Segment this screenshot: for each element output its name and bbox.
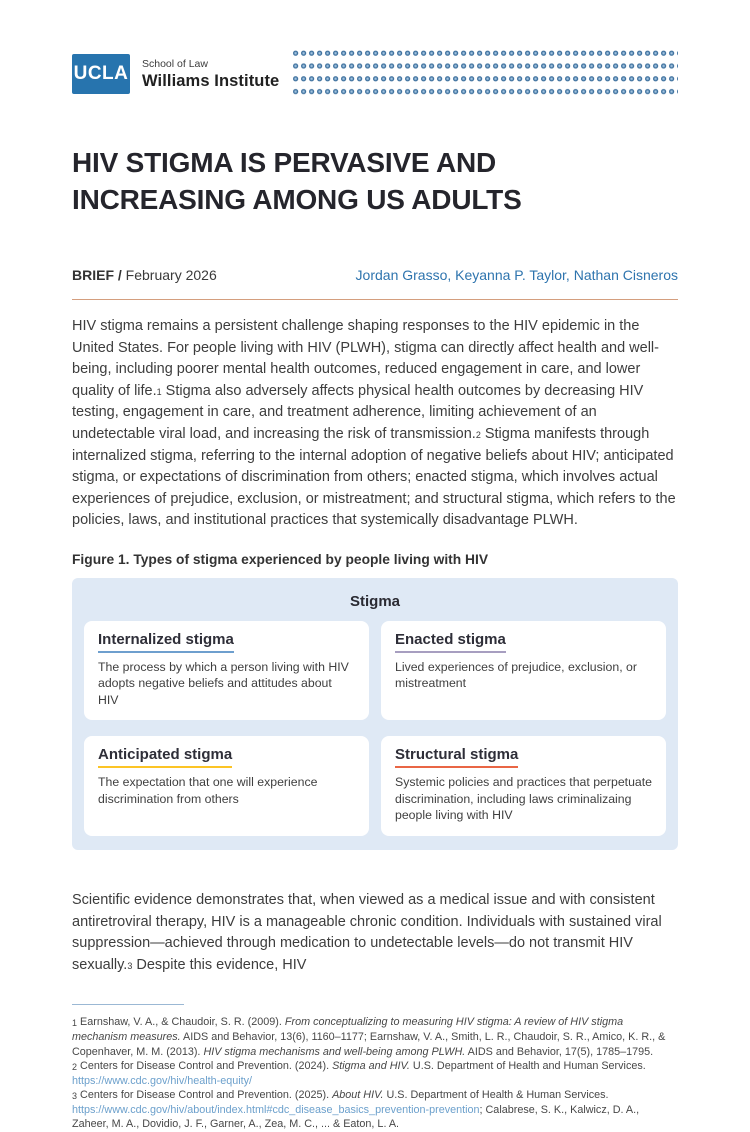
section-divider	[72, 299, 678, 300]
card-anticipated-description: The expectation that one will experience discrimination from others	[98, 775, 318, 806]
footnote-1: $^1$ Earnshaw, V. A., & Chaudoir, S. R. (2009). From conceptualizing to measuring HIV stigma: A review of HIV stigma mechanism measures. AIDS and Behavior, 13(6), 1160–1177; Earnshaw, V. A., Smith, L. R., Chaudoir, S. R., Amico, K. R., & Copenhaver, M. M. (2013). HIV stigma mechanisms and well-being among PLWH. AIDS and Behavior, 17(5), 1785–1795.	[72, 1016, 666, 1058]
figure-stigma-types	[72, 578, 678, 850]
footnote-3: $^3$ Centers for Disease Control and Prevention. (2025). About HIV. U.S. Department of Health & Human Services. https://www.cdc.gov/hiv/about/index.html#cdc_disease_basics_prevention-prevention; Calabrese, S. K., Kalwicz, D. A., Zaheer, M. A., Dovidio, J. F., Garner, A., Zea, M. C., ... & Eaton, L. A.	[72, 1089, 640, 1131]
card-enacted-description: Lived experiences of prejudice, exclusion, or mistreatment	[395, 659, 637, 691]
school-of-law-label: School of Law	[142, 57, 208, 70]
dot-pattern-decoration	[293, 49, 678, 99]
card-internalized-description: The process by which a person living with HIV adopts negative beliefs and attitudes about HIV	[98, 659, 349, 707]
evidence-paragraph: Scientific evidence demonstrates that, when viewed as a medical issue and with consistent antiretroviral therapy, HIV is a manageable chronic condition. Individuals with sustained viral suppression—achieved through medication to undetectable levels—do not transmit HIV sexually.$^3$ Despite this evidence, HIV	[72, 891, 662, 973]
figure-header: Stigma	[349, 592, 400, 610]
figure-card-grid	[84, 621, 666, 836]
card-internalized-title: Internalized stigma	[98, 631, 234, 653]
brief-date-line	[72, 267, 217, 283]
footnote-link[interactable]: https://www.cdc.gov/hiv/about/index.html#cdc_disease_basics_prevention-prevention	[72, 1103, 480, 1116]
ucla-logo-text: UCLA	[73, 63, 129, 84]
meta-row	[72, 267, 678, 283]
card-internalized-stigma	[84, 621, 369, 721]
footnote-divider	[72, 1004, 184, 1005]
card-structural-title: Structural stigma	[395, 746, 518, 768]
card-structural-description: Systemic policies and practices that perpetuate discrimination, including laws criminalizaing people living with HIV	[395, 775, 653, 823]
page-header	[72, 0, 678, 96]
williams-institute-label: Williams Institute	[142, 71, 280, 90]
figure-caption: Figure 1. Types of stigma experienced by people living with HIV	[72, 551, 489, 567]
brief-label: BRIEF /	[72, 267, 122, 283]
intro-paragraph: HIV stigma remains a persistent challenge shaping responses to the HIV epidemic in the United States. For people living with HIV (PLWH), stigma can directly affect health and well-being, including poorer mental health outcomes, reduced engagement in care, and lower quality of life.$^1$ Stigma also adversely affects physical health outcomes by decreasing HIV testing, engagement in care, and treatment adherence, limiting achievement of an undetectable viral load, and increasing the risk of transmission.$^2$ Stigma manifests through internalized stigma, referring to the internal adoption of negative beliefs about HIV; anticipated stigma, or expectations of discrimination from others; enacted stigma, which involves actual experiences of prejudice, exclusion, or mistreatment; and structural stigma, which refers to the policies, laws, and institutional practices that systemically disadvantage PLWH.	[72, 318, 676, 529]
card-anticipated-title: Anticipated stigma	[98, 746, 232, 768]
authors-line: Jordan Grasso, Keyanna P. Taylor, Nathan Cisneros	[355, 267, 678, 283]
page-title: HIV STIGMA IS PERVASIVE AND INCREASING AMONG US ADULTS	[72, 147, 522, 215]
brief-date: February 2026	[125, 267, 217, 283]
card-enacted-stigma	[381, 621, 666, 721]
card-enacted-title: Enacted stigma	[395, 631, 506, 653]
footnote-2: $^2$ Centers for Disease Control and Prevention. (2024). Stigma and HIV. U.S. Department of Health and Human Services. https://www.cdc.gov/hiv/health-equity/	[72, 1060, 646, 1087]
ucla-logo	[72, 54, 130, 94]
card-anticipated-stigma	[84, 736, 369, 836]
institute-wordmark	[142, 58, 279, 91]
footnotes-section	[72, 1015, 678, 1132]
footnote-link[interactable]: https://www.cdc.gov/hiv/health-equity/	[72, 1074, 253, 1087]
card-structural-stigma	[381, 736, 666, 836]
